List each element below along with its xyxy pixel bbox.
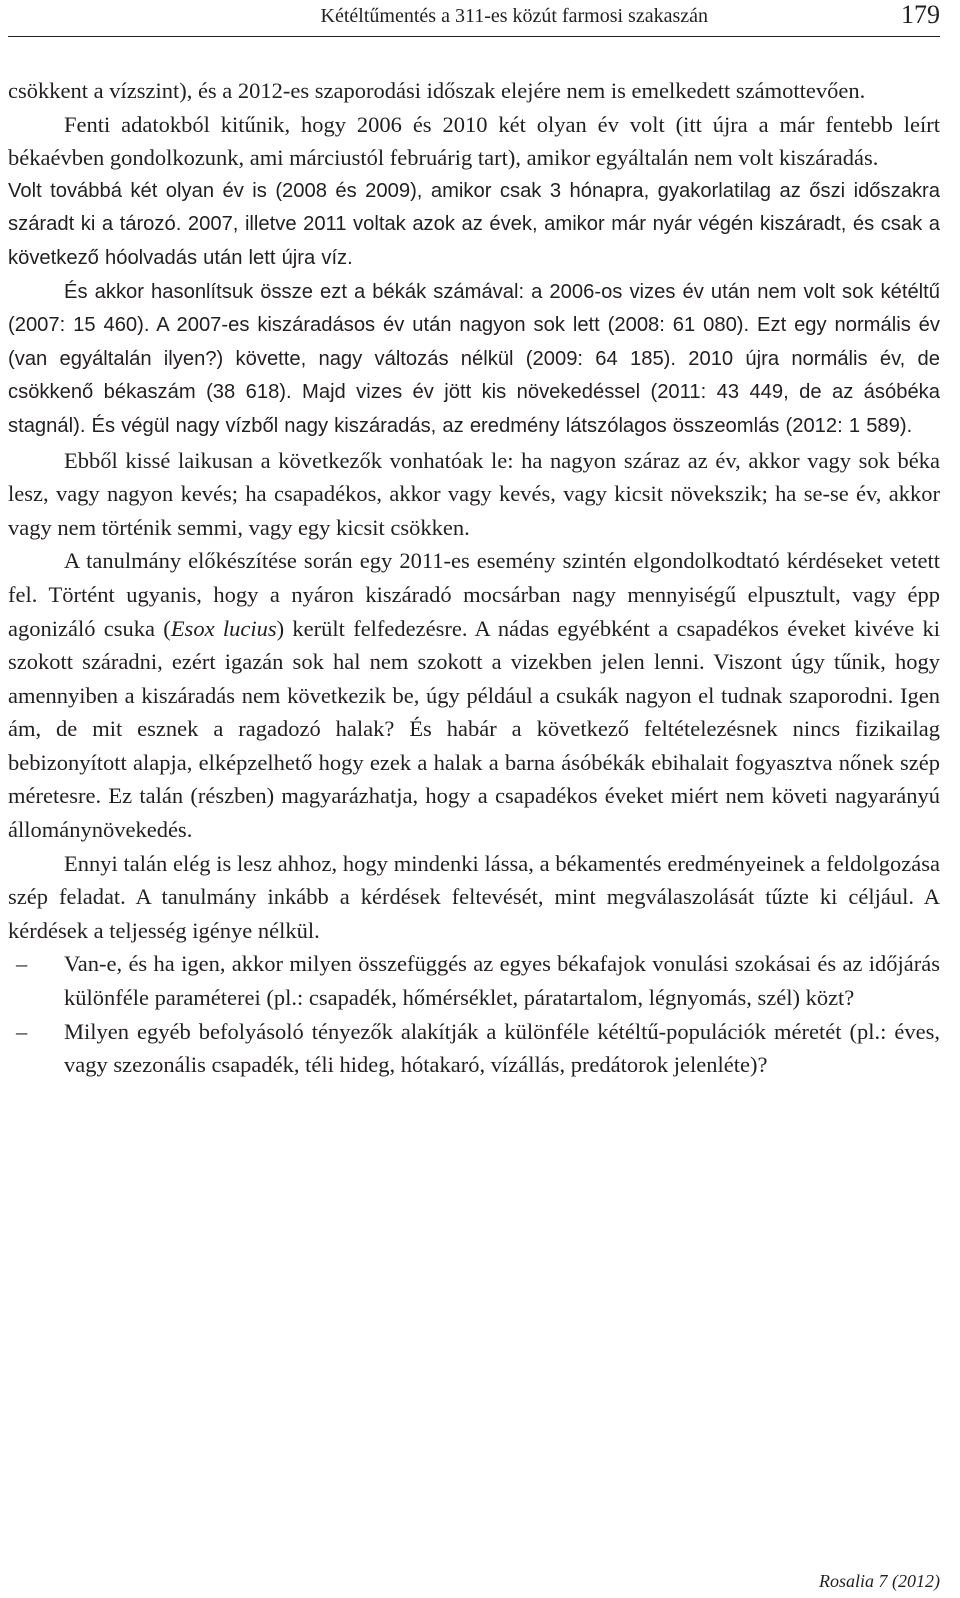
dash-marker: – (16, 951, 28, 977)
species-name: Esox lucius (170, 615, 277, 641)
running-title: Kétéltűmentés a 311-es közút farmosi szakaszán (320, 5, 708, 27)
paragraph-continued: csökkent a vízszint), és a 2012-es szaporodási időszak elejére nem is emelkedett számottevően. (8, 78, 866, 103)
running-header (8, 0, 940, 37)
document-page (8, 0, 940, 1598)
page-number: 179 (901, 0, 940, 29)
pike-text-end: ) került felfedezésre. A nádas egyébként a csapadékos éveket kivéve ki szokott száradni, ezért igazán sok hal nem szokott a vizekben jelen lenni. Viszont úgy tűnik, hogy amennyiben a kiszáradás nem következik be, úgy például a csukák nagyon el tudnak szaporodni. Igen ám, de mit esznek a ragadozó halak? És habár a következő feltételezésnek nincs fizikailag bebizonyított alapja, elképzelhető hogy ezek a halak a barna ásóbékák ebihalait fogyasztva nőnek szép méretesre. Ez talán (részben) magyarázhatja, hogy a csapadékos éveket miért nem követi nagyarányú állománynövekedés. (8, 615, 941, 843)
question-text: Van-e, és ha igen, akkor milyen összefüggés az egyes békafajok vonulási szokásai és az időjárás különféle paraméterei (pl.: csapadék, hőmérséklet, páratartalom, légnyomás, szél) közt? (64, 951, 940, 1011)
question-list (8, 947, 940, 1081)
body-text (8, 74, 940, 1082)
paragraph-dry-years (8, 108, 940, 175)
question-item (8, 1015, 940, 1082)
paragraph-pike-event (8, 544, 940, 846)
question-text: Milyen egyéb befolyásoló tényezők alakítják a különféle kétéltű-populációk méretét (pl.: éves, vagy szezonális csapadék, téli hideg, hótakaró, vízállás, predátorok jelenléte)? (64, 1018, 940, 1078)
dash-marker: – (16, 1018, 28, 1044)
paragraph-drying-periods: Volt továbbá két olyan év is (2008 és 2009), amikor csak 3 hónapra, gyakorlatilag az őszi időszakra száradt ki a tározó. 2007, illetve 2011 voltak azok az évek, amikor már nyár végén kiszáradt, és csak a következő hóolvadás után lett újra víz. (8, 179, 940, 269)
question-item (8, 947, 940, 1014)
paragraph-summary: Ennyi talán elég is lesz ahhoz, hogy mindenki lássa, a békamentés eredményeinek a feldolgozása szép feladat. A tanulmány inkább a kérdések feltevését, mint megválaszolását tűzte ki céljául. A kérdések a teljesség igénye nélkül. (8, 850, 940, 943)
journal-footer: Rosalia 7 (2012) (819, 1571, 940, 1591)
paragraph-dry-years-serif: Fenti adatokból kitűnik, hogy 2006 és 2010 két olyan év volt (itt újra a már fentebb leírt békaévben gondolkozunk, ami márciustól februárig tart), amikor egyáltalán nem volt kiszáradás. (8, 111, 940, 171)
paragraph-frog-counts: És akkor hasonlítsuk össze ezt a békák számával: a 2006-os vizes év után nem volt sok kétéltű (2007: 15 460). A 2007-es kiszáradásos év után nagyon sok lett (2008: 61 080). Ezt egy normális év (van egyáltalán ilyen?) követte, nagy változás nélkül (2009: 64 185). 2010 újra normális év, de csökkenő békaszám (38 618). Majd vizes év jött kis növekedéssel (2011: 43 449, de az ásóbéka stagnál). És végül nagy vízből nagy kiszáradás, az eredmény látszólagos összeomlás (2012: 1 589). (8, 280, 940, 437)
pike-text-start: A tanulmány előkészítése során egy 2011-es esemény szintén elgondolkodtató kérdéseket vetett fel. Történt ugyanis, hogy a nyáron kiszáradó mocsárban nagy mennyiségű elpusztult, vagy épp agonizáló csuka ( (8, 548, 940, 641)
paragraph-conclusions: Ebből kissé laikusan a következők vonhatóak le: ha nagyon száraz az év, akkor vagy sok béka lesz, vagy nagyon kevés; ha csapadékos, akkor vagy kevés, vagy kicsit növekszik; ha se-se év, akkor vagy nem történik semmi, vagy egy kicsit csökken. (8, 447, 940, 540)
